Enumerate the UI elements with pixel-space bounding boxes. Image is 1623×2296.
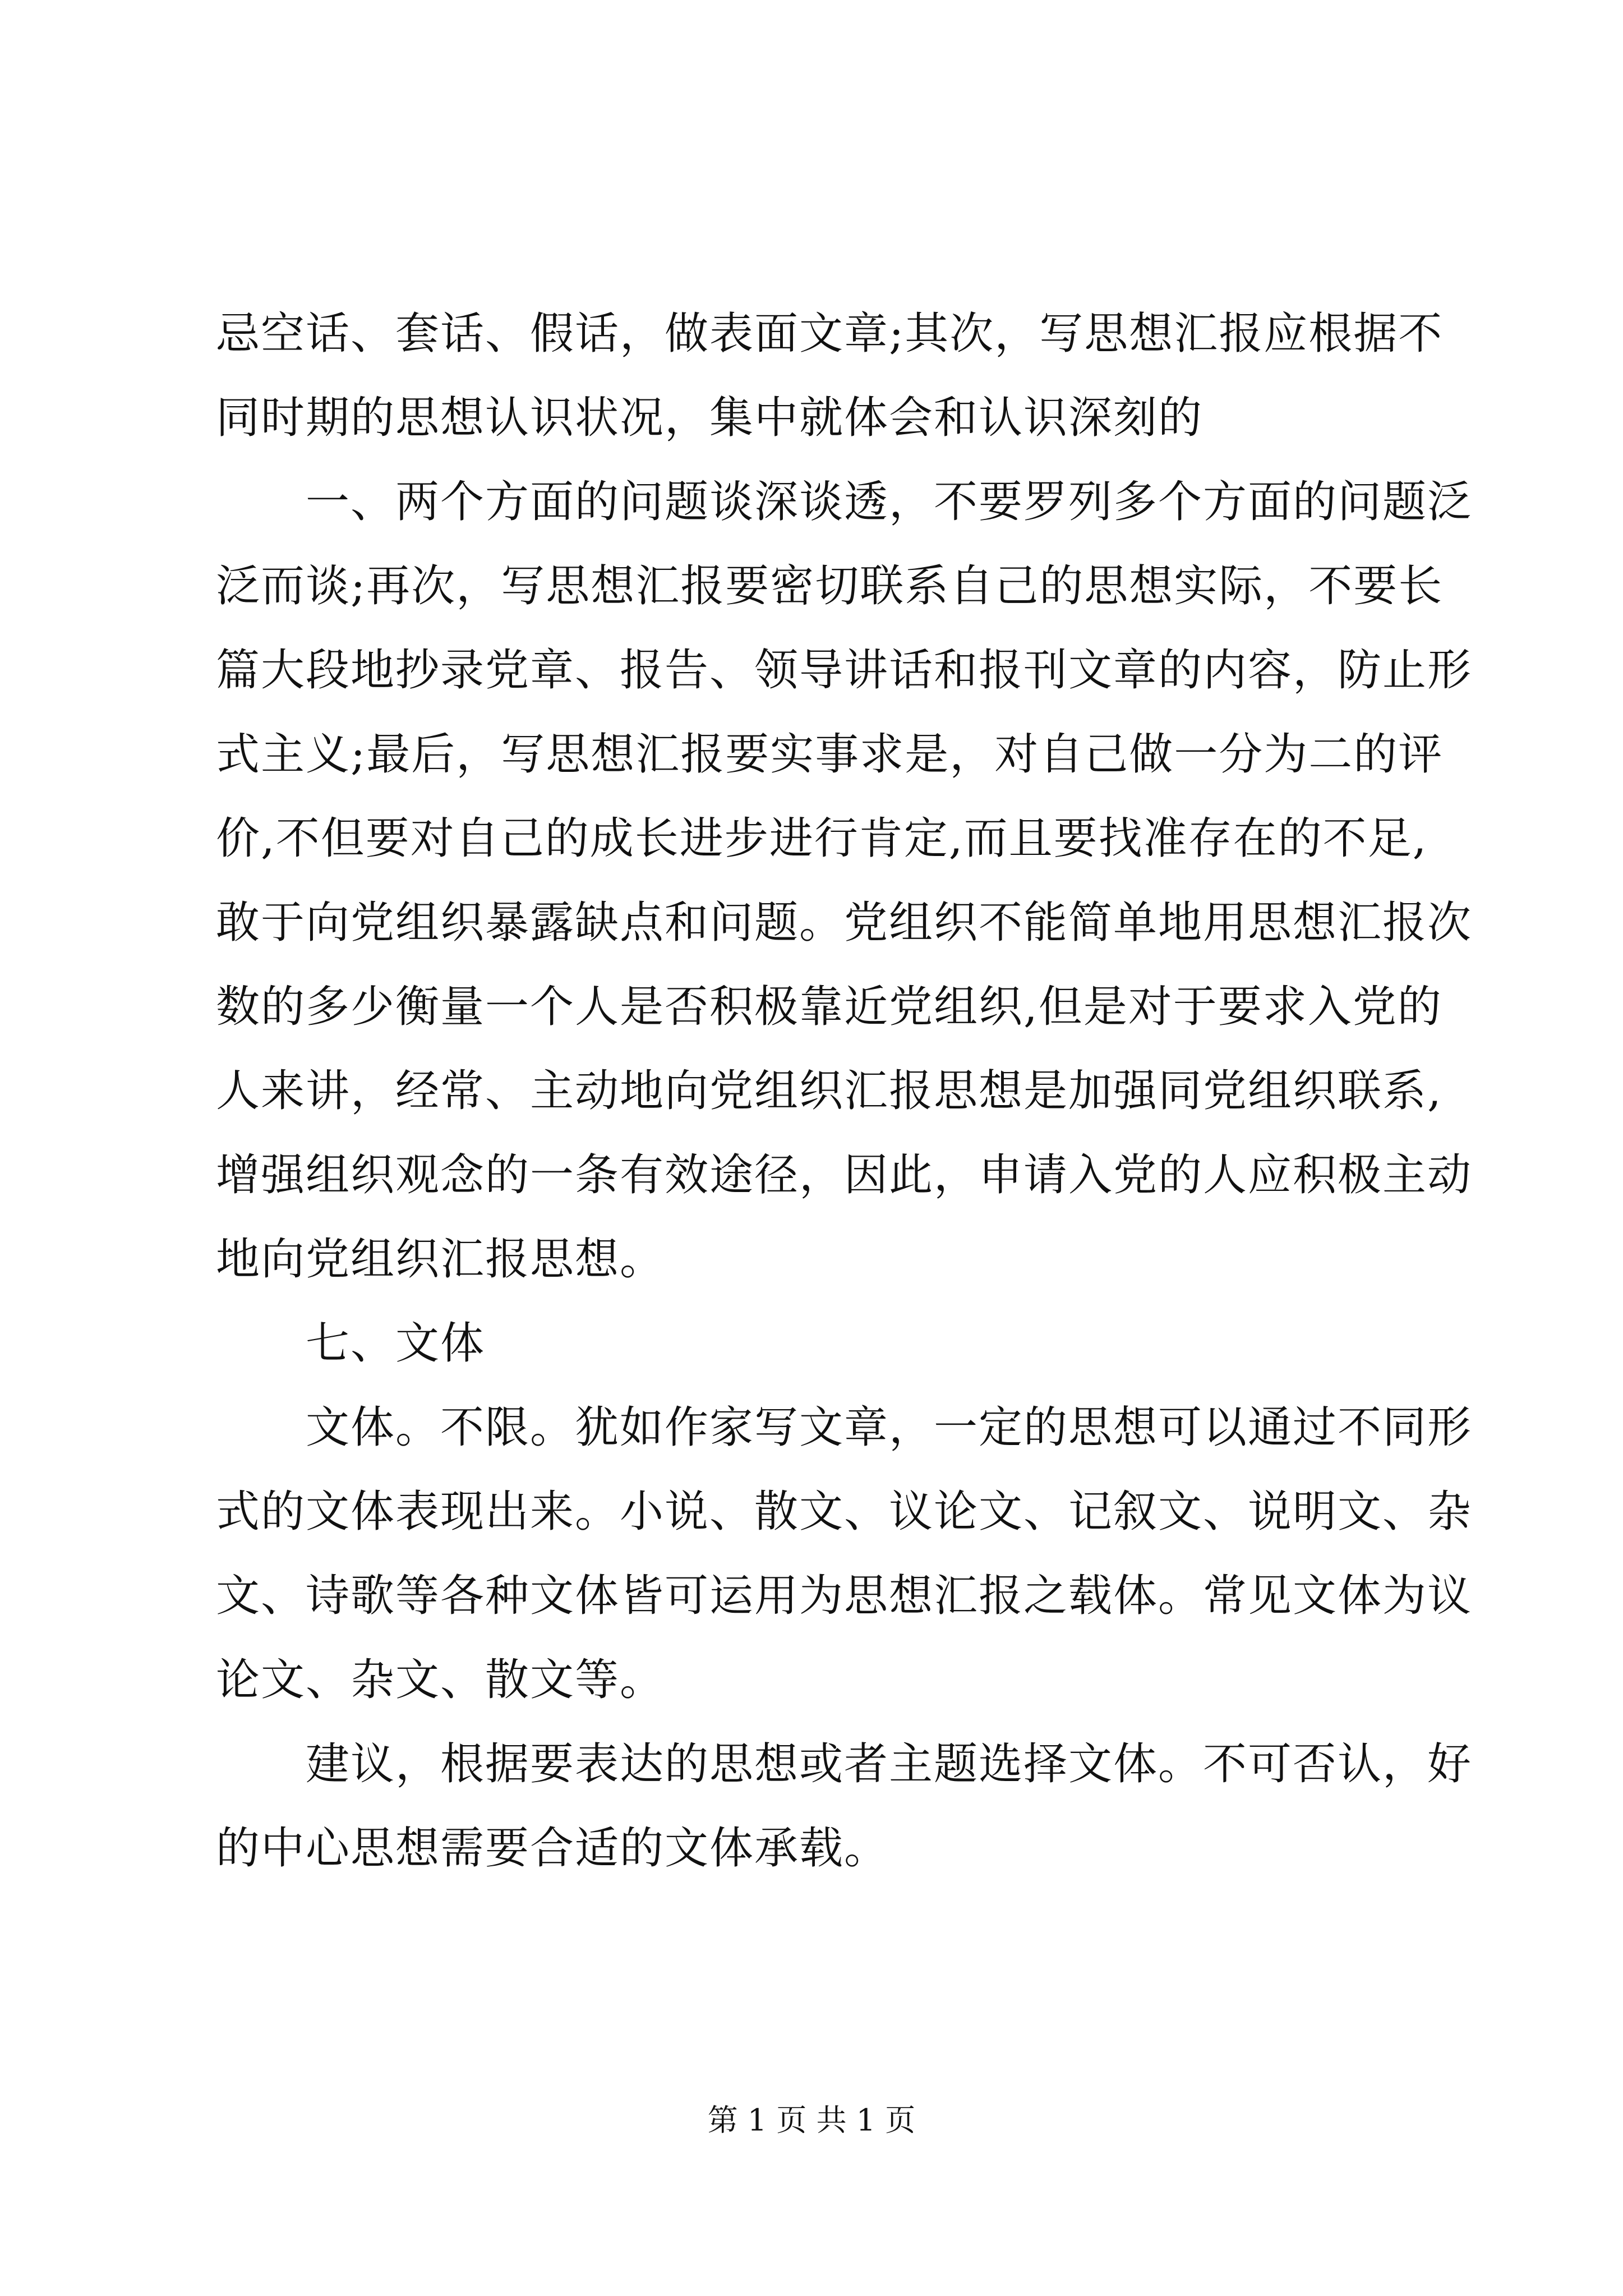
document-body bbox=[216, 292, 1473, 1890]
text-line: 敢于向党组织暴露缺点和问题。党组织不能简单地用思想汇报次 bbox=[216, 898, 1473, 948]
paragraph-start-line: 文体。不限。犹如作家写文章，一定的思想可以通过不同形 bbox=[306, 1402, 1473, 1453]
text-line: 人来讲，经常、主动地向党组织汇报思想是加强同党组织联系, bbox=[216, 1066, 1442, 1116]
text-line: 文、诗歌等各种文体皆可运用为思想汇报之载体。常见文体为议 bbox=[216, 1571, 1473, 1621]
text-line: 地向党组织汇报思想。 bbox=[216, 1234, 665, 1285]
text-line: 价,不但要对自己的成长进步进行肯定,而且要找准存在的不足, bbox=[216, 813, 1428, 864]
text-line: 式的文体表现出来。小说、散文、议论文、记叙文、说明文、杂 bbox=[216, 1487, 1473, 1537]
text-line: 论文、杂文、散文等。 bbox=[216, 1655, 665, 1705]
text-line: 泛而谈;再次，写思想汇报要密切联系自己的思想实际，不要长 bbox=[216, 561, 1444, 611]
text-line: 增强组织观念的一条有效途径，因此，申请入党的人应积极主动 bbox=[216, 1150, 1473, 1200]
text-line: 忌空话、套话、假话，做表面文章;其次，写思想汇报应根据不 bbox=[216, 309, 1444, 359]
text-line: 篇大段地抄录党章、报告、领导讲话和报刊文章的内容，防止形 bbox=[216, 645, 1473, 696]
text-line: 数的多少衡量一个人是否积极靠近党组织,但是对于要求入党的 bbox=[216, 982, 1442, 1032]
paragraph-start-line: 建议，根据要表达的思想或者主题选择文体。不可否认，好 bbox=[306, 1739, 1473, 1789]
text-line: 同时期的思想认识状况，集中就体会和认识深刻的 bbox=[216, 393, 1204, 443]
paragraph-start-line: 一、两个方面的问题谈深谈透，不要罗列多个方面的问题泛 bbox=[306, 477, 1473, 527]
section-heading: 七、文体 bbox=[306, 1318, 486, 1369]
text-line: 的中心思想需要合适的文体承载。 bbox=[216, 1823, 889, 1874]
text-line: 式主义;最后，写思想汇报要实事求是，对自己做一分为二的评 bbox=[216, 729, 1444, 780]
page-footer: 第 1 页 共 1 页 bbox=[707, 2102, 916, 2138]
